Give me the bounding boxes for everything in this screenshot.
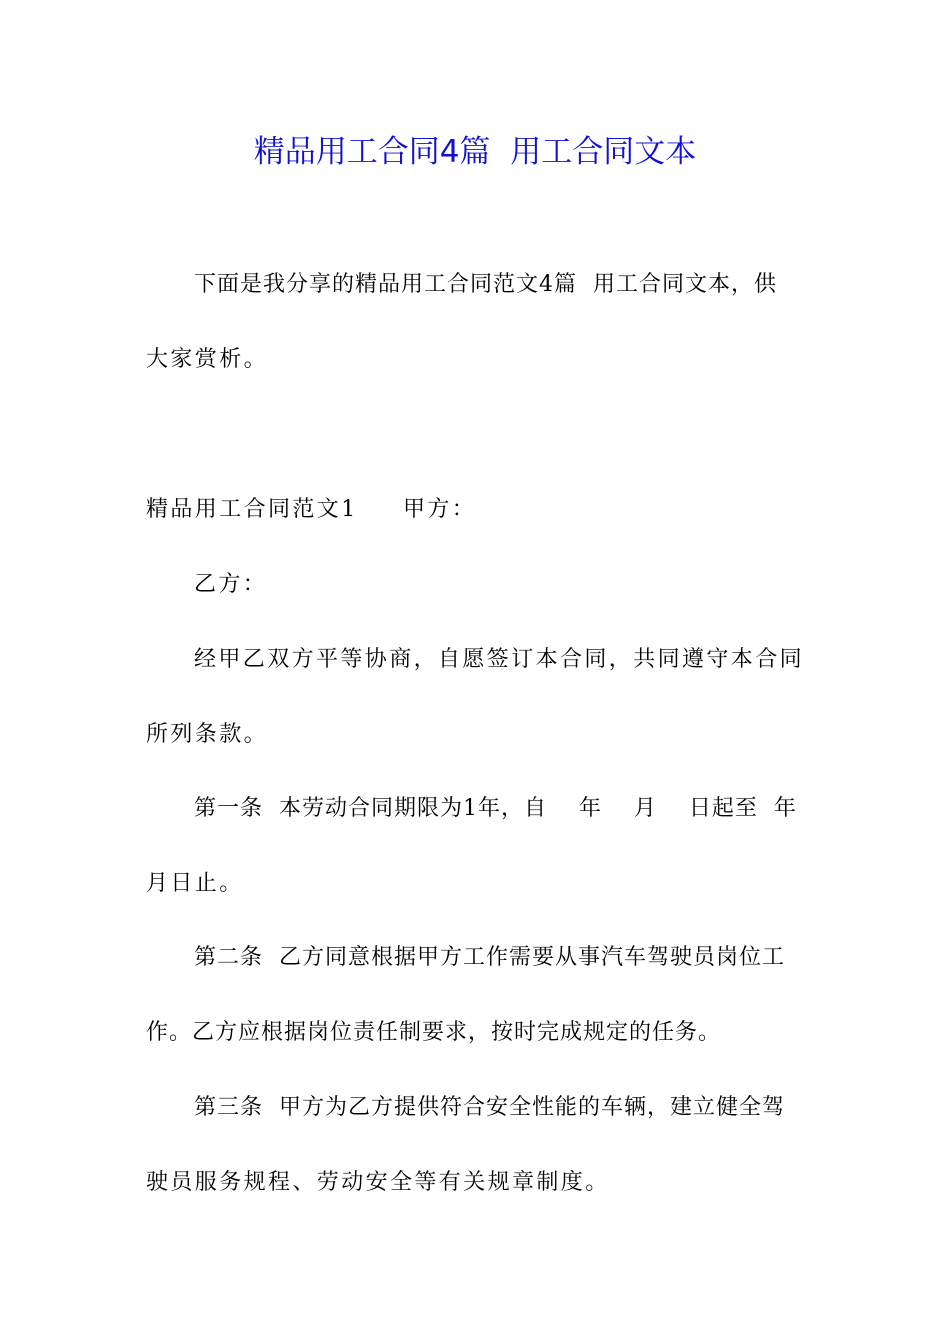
intro-line-1: 下面是我分享的精品用工合同范文4篇 用工合同文本，供 — [194, 272, 777, 297]
article-2-line-2: 作。乙方应根据岗位责任制要求，按时完成规定的任务。 — [146, 1020, 722, 1045]
party-a-label: 甲方： — [403, 497, 477, 522]
article-1-line-1: 第一条 本劳动合同期限为1年，自 年 月 日起至 年 — [194, 796, 797, 821]
section-heading: 精品用工合同范文1 — [146, 497, 358, 522]
article-2-line-1: 第二条 乙方同意根据甲方工作需要从事汽车驾驶员岗位工 — [194, 945, 785, 970]
article-3-line-1: 第三条 甲方为乙方提供符合安全性能的车辆，建立健全驾 — [194, 1095, 785, 1120]
agreement-line-2: 所列条款。 — [146, 722, 269, 747]
intro-line-2: 大家赏析。 — [146, 347, 269, 372]
article-1-line-2: 月日止。 — [146, 871, 244, 896]
document-title: 精品用工合同4篇 用工合同文本 — [253, 134, 697, 170]
article-3-line-2: 驶员服务规程、劳动安全等有关规章制度。 — [146, 1170, 610, 1195]
agreement-line-1: 经甲乙双方平等协商，自愿签订本合同，共同遵守本合同 — [194, 647, 805, 672]
party-b-label: 乙方： — [194, 572, 268, 597]
